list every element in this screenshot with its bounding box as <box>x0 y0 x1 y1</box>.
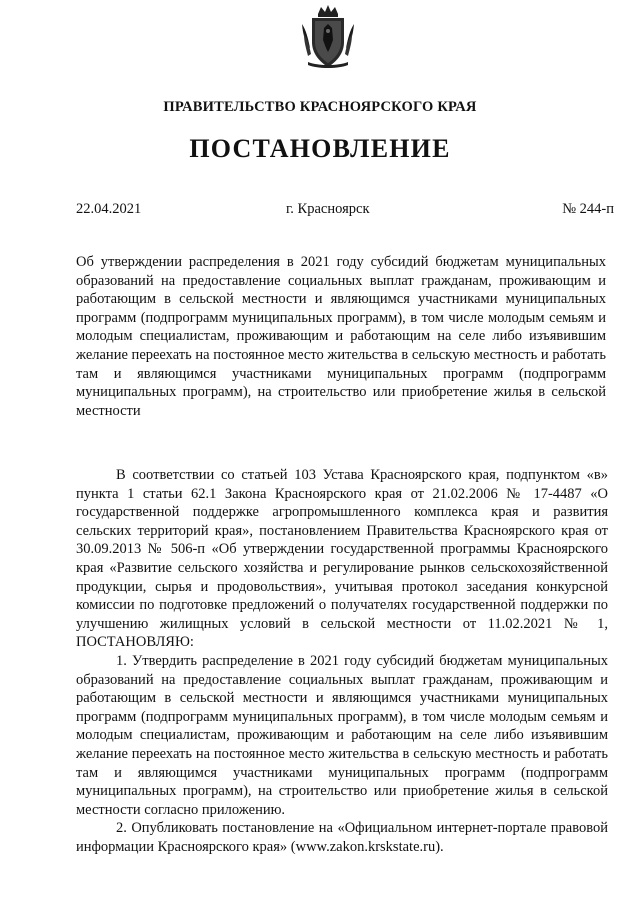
document-meta-row <box>76 201 614 221</box>
document-date: 22.04.2021 <box>76 201 142 217</box>
document-type-title: ПОСТАНОВЛЕНИЕ <box>189 134 451 163</box>
preamble-paragraph: В соответствии со статьей 103 Устава Красноярского края, подпунктом «в» пункта 1 статьи 62.1 Закона Красноярского края от 21.02.2006 № 17-4487 «О государственной поддержке агропромышленного комплекса края и развития сельских территорий края», постановлением Правительства Красноярского края от 30.09.2013 № 506-п «Об утверждении государственной программы Красноярского края «Развитие сельского хозяйства и регулирование рынков сельскохозяйственной продукции, сырья и продовольствия», учитывая протокол заседания конкурсной комиссии по подготовке предложений о получателях государственной поддержки по улучшению жилищных условий в сельской местности от 11.02.2021 № 1, ПОСТАНОВЛЯЮ: <box>76 467 608 651</box>
resolution-item-1: 1. Утвердить распределение в 2021 году субсидий бюджетам муниципальных образований на предоставление социальных выплат гражданам, проживающим и работающим в сельской местности и являющимся участниками муниципальных программ (подпрограмм муниципальных программ), в том числе молодым семьям и молодым специалистам, проживающим и работающим на селе либо изъявившим желание переехать на постоянное место жительства в сельскую местность и работать там и являющимся участниками муниципальных программ (подпрограмм муниципальных программ), на строительство или приобретение жилья в сельской местности согласно приложению. <box>76 652 608 818</box>
government-title: ПРАВИТЕЛЬСТВО КРАСНОЯРСКОГО КРАЯ <box>163 99 477 115</box>
document-subject: Об утверждении распределения в 2021 году субсидий бюджетам муниципальных образований на предоставление социальных выплат гражданам, проживающим и работающим в сельской местности и являющимся участниками муниципальных программ (подпрограмм муниципальных программ), в том числе молодым семьям и молодым специалистам, проживающим и работающим на селе либо изъявившим желание переехать на постоянное место жительства в сельскую местность и работать там и являющимся участниками муниципальных программ (подпрограмм муниципальных программ), на строительство или приобретение жилья в сельской местности <box>76 254 606 419</box>
coat-of-arms-icon <box>300 4 356 70</box>
document-number: № 244-п <box>562 201 614 217</box>
resolution-item-2: 2. Опубликовать постановление на «Официальном интернет-портале правовой информации Красноярского края» (www.zakon.krskstate.ru). <box>76 820 608 855</box>
document-body <box>76 466 608 856</box>
document-city: г. Красноярск <box>286 201 370 217</box>
